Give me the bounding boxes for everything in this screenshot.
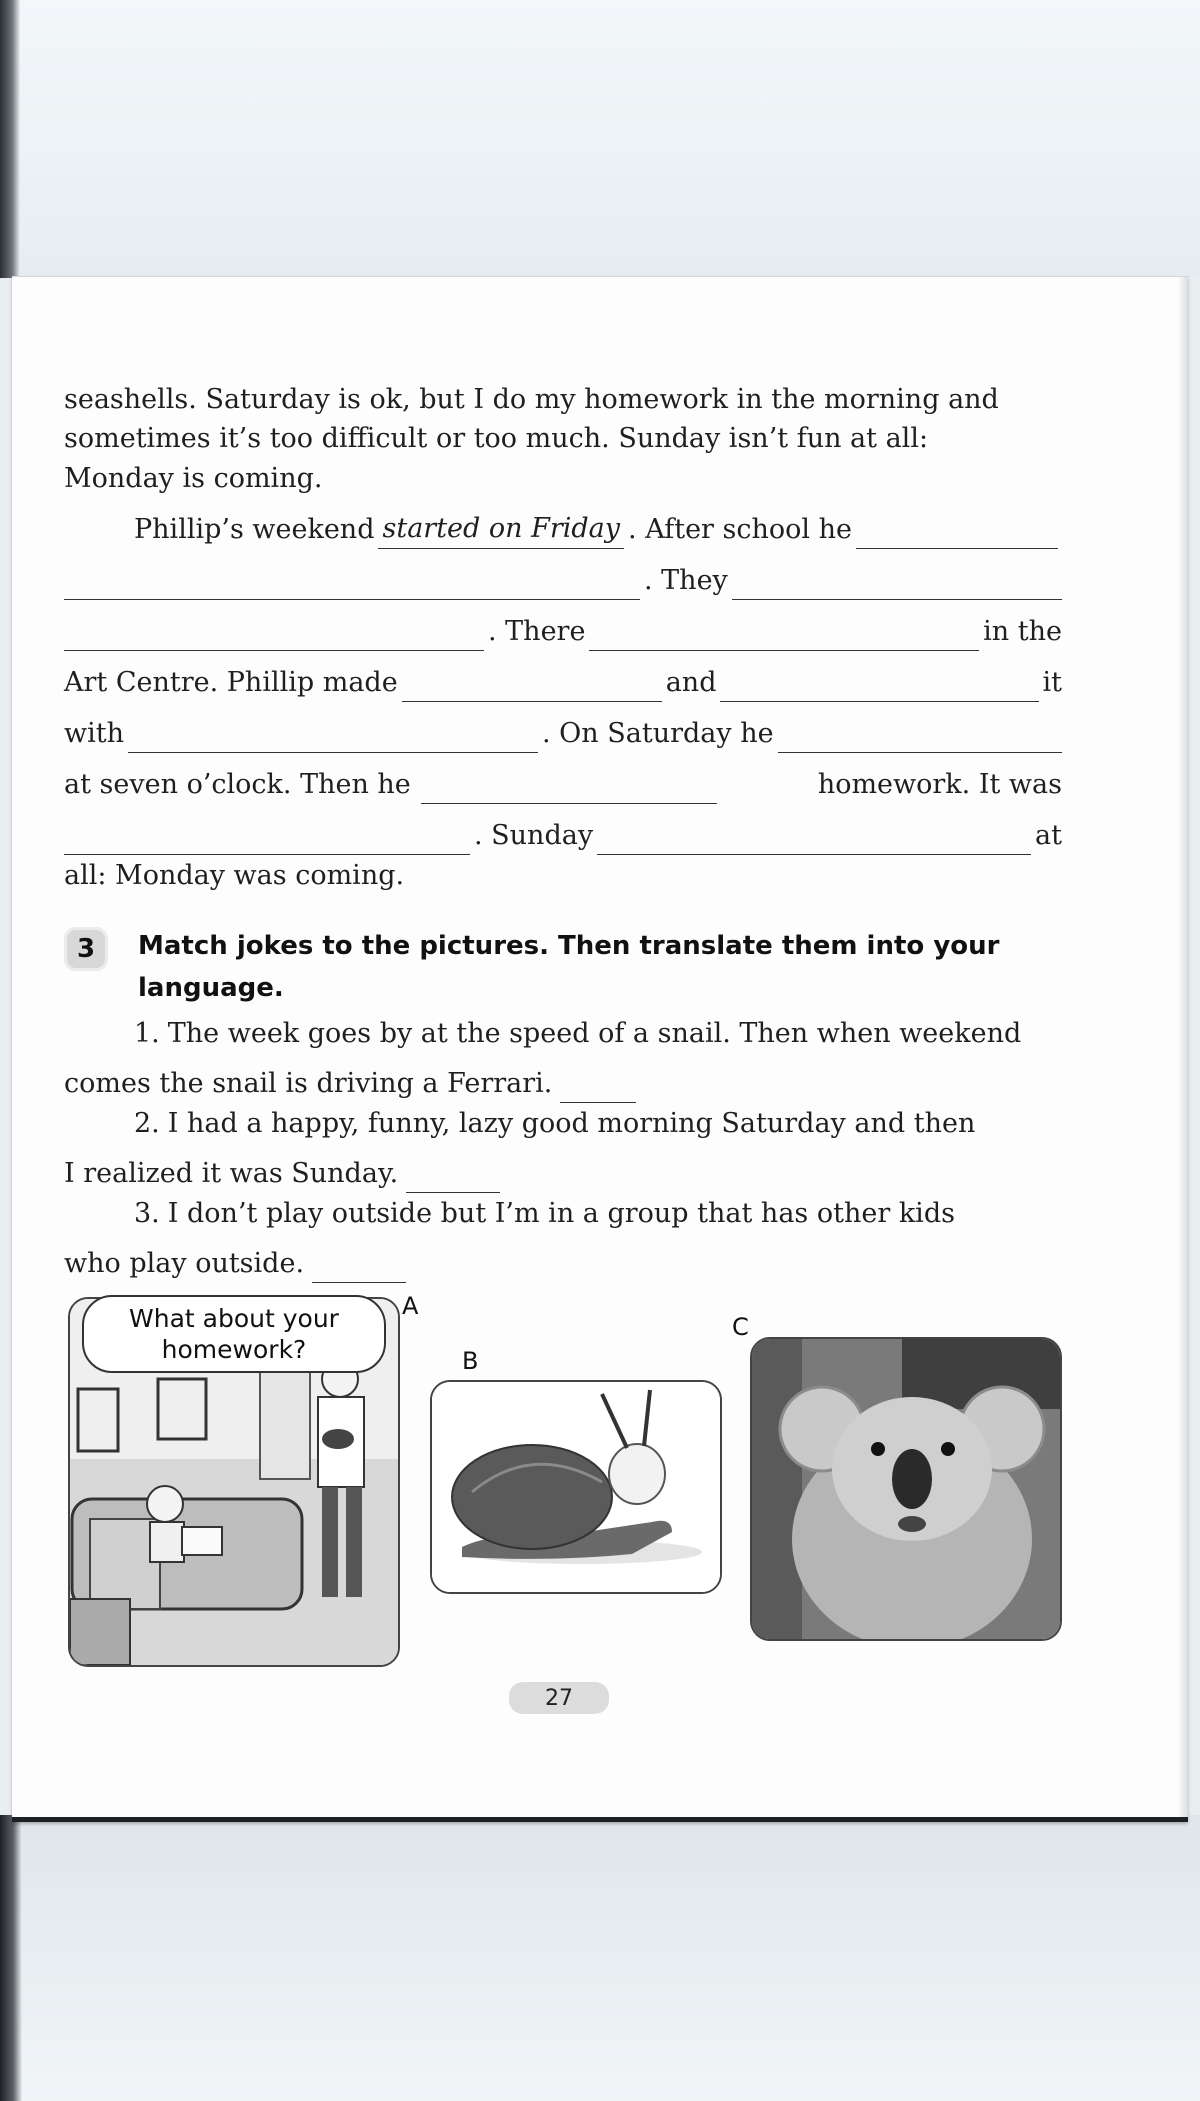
- gapfill-text: homework. It was: [817, 769, 1062, 800]
- gapfill-line: [64, 605, 1062, 651]
- page-edge: [1178, 277, 1188, 1817]
- picture-c-koala: [750, 1337, 1062, 1641]
- picture-b-label: B: [462, 1347, 479, 1375]
- answer-blank[interactable]: [778, 726, 1062, 753]
- gapfill-line: [64, 503, 1062, 549]
- joke-item: [64, 1097, 1062, 1143]
- koala-photo: [752, 1339, 1060, 1639]
- gapfill-text: . There: [488, 616, 586, 647]
- joke-number: 2.: [134, 1108, 160, 1139]
- scan-edge-shadow-bottom: [0, 1815, 22, 2101]
- answer-blank[interactable]: [128, 726, 538, 753]
- picture-b-snail: [430, 1380, 722, 1594]
- passage-text: Monday is coming.: [64, 463, 323, 494]
- gapfill-text: it: [1042, 667, 1062, 698]
- gapfill-line: [64, 758, 1062, 804]
- page-number: 27: [509, 1682, 609, 1714]
- gapfill-text: . They: [644, 565, 728, 596]
- scan-edge-shadow: [0, 0, 20, 278]
- joke-number: 1.: [134, 1018, 160, 1049]
- passage-text: seashells. Saturday is ok, but I do my homework in the morning and: [64, 384, 999, 415]
- gapfill-line: [64, 656, 1062, 702]
- answer-blank[interactable]: [402, 675, 662, 702]
- passage-line: [64, 452, 1062, 498]
- joke-number: 3.: [134, 1198, 160, 1229]
- gapfill-text: at seven o’clock. Then he: [64, 769, 411, 800]
- joke-text: I realized it was Sunday.: [64, 1158, 399, 1189]
- exercise-title: Match jokes to the pictures. Then translate them into your language.: [138, 931, 1000, 1003]
- passage-text: sometimes it’s too difficult or too much. Sunday isn’t fun at all:: [64, 423, 929, 454]
- snail-illustration: [432, 1382, 720, 1592]
- gapfill-text: Art Centre. Phillip made: [64, 667, 398, 698]
- gapfill-text: at: [1035, 820, 1062, 851]
- picture-a-label: A: [402, 1292, 419, 1320]
- answer-blank[interactable]: [856, 522, 1058, 549]
- answer-blank[interactable]: [312, 1256, 406, 1283]
- answer-blank[interactable]: [64, 573, 640, 600]
- joke-item: [64, 1237, 1062, 1283]
- gapfill-line: [64, 554, 1062, 600]
- joke-text: who play outside.: [64, 1248, 305, 1279]
- answer-blank[interactable]: [64, 624, 484, 651]
- gapfill-text: in the: [983, 616, 1062, 647]
- speech-bubble: What about your homework?: [82, 1295, 386, 1373]
- exercise-number-badge: 3: [64, 927, 108, 971]
- workbook-page: [12, 276, 1188, 1822]
- scan-background-bottom: [0, 1815, 1200, 2101]
- joke-text: The week goes by at the speed of a snail. Then when weekend: [167, 1018, 1022, 1049]
- gapfill-line: [64, 707, 1062, 753]
- gapfill-line: [64, 849, 1062, 895]
- joke-text: I had a happy, funny, lazy good morning Saturday and then: [167, 1108, 976, 1139]
- joke-item: [64, 1187, 1062, 1233]
- answer-blank[interactable]: [732, 573, 1062, 600]
- answer-blank[interactable]: [421, 777, 717, 804]
- answer-blank[interactable]: [720, 675, 1038, 702]
- picture-c-label: C: [732, 1313, 749, 1341]
- joke-item: [64, 1007, 1062, 1053]
- scan-background-top: [0, 0, 1200, 278]
- gapfill-text: with: [64, 718, 124, 749]
- gapfill-text: and: [665, 667, 717, 698]
- gapfill-text: . Sunday: [474, 820, 594, 851]
- example-answer: started on Friday: [378, 509, 624, 549]
- answer-blank[interactable]: [589, 624, 979, 651]
- gapfill-text: Phillip’s weekend: [134, 514, 375, 545]
- joke-text: I don’t play outside but I’m in a group that has other kids: [167, 1198, 955, 1229]
- joke-text: comes the snail is driving a Ferrari.: [64, 1068, 553, 1099]
- gapfill-text: . After school he: [628, 514, 852, 545]
- gapfill-text: all: Monday was coming.: [64, 860, 405, 891]
- gapfill-text: . On Saturday he: [542, 718, 774, 749]
